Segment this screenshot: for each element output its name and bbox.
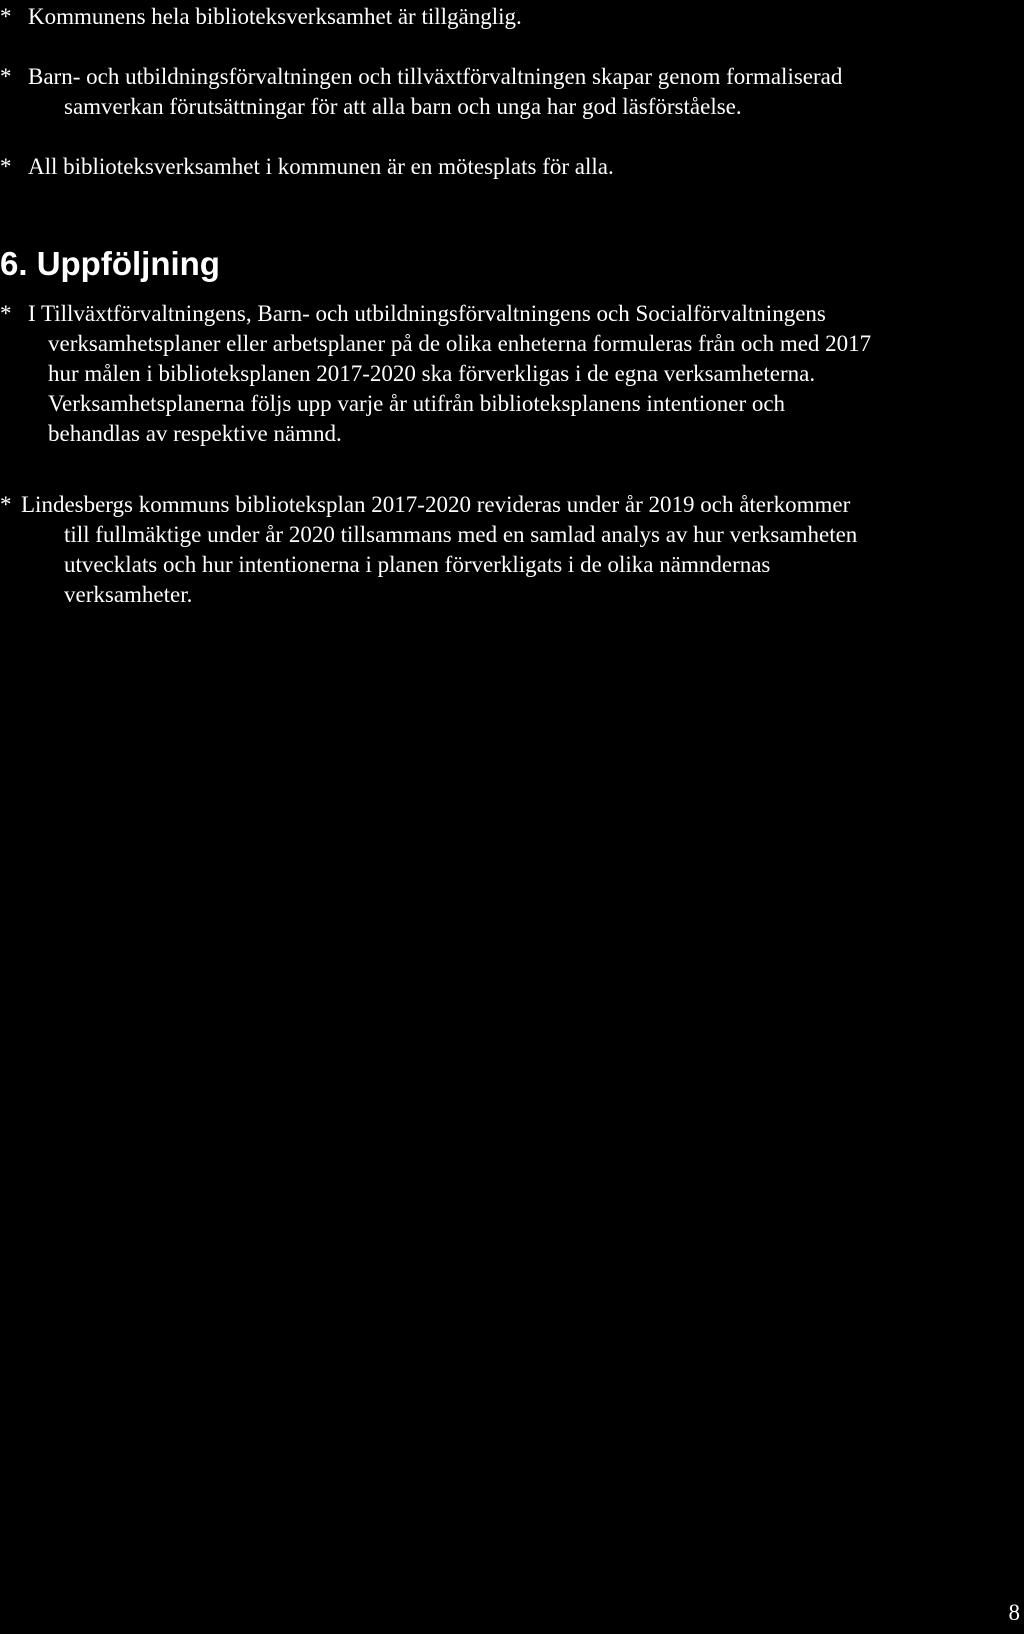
- bullet-marker: *: [0, 492, 12, 517]
- bullet-marker: *: [0, 154, 12, 179]
- page-number: 8: [1008, 1600, 1020, 1625]
- bullet-marker: *: [0, 64, 12, 89]
- bullet-line: Kommunens hela biblioteksverksamhet är tillgänglig.: [28, 4, 522, 29]
- bullet-line: samverkan förutsättningar för att alla barn och unga har god läsförståelse.: [64, 94, 742, 119]
- bullet-item: [0, 62, 842, 122]
- bullet-item: [0, 490, 857, 610]
- bullet-marker: *: [0, 4, 12, 29]
- bullet-line: Barn- och utbildningsförvaltningen och tillväxtförvaltningen skapar genom formaliserad: [28, 64, 843, 89]
- bullet-line: verksamhetsplaner eller arbetsplaner på de olika enheterna formuleras från och med 2017: [48, 331, 872, 356]
- bullet-line: Lindesbergs kommuns biblioteksplan 2017-2020 revideras under år 2019 och återkommer: [21, 492, 851, 517]
- bullet-line: verksamheter.: [64, 582, 193, 607]
- bullet-line: Verksamhetsplanerna följs upp varje år utifrån biblioteksplanens intentioner och: [48, 391, 786, 416]
- bullet-line: till fullmäktige under år 2020 tillsammans med en samlad analys av hur verksamheten: [64, 522, 858, 547]
- bullet-line: hur målen i biblioteksplanen 2017-2020 ska förverkligas i de egna verksamheterna.: [48, 361, 816, 386]
- bullet-item: [0, 152, 614, 182]
- bullet-item: [0, 2, 522, 32]
- section-heading: 6. Uppföljning: [0, 245, 220, 282]
- bullet-line: utvecklats och hur intentionerna i planen förverkligats i de olika nämndernas: [64, 552, 771, 577]
- bullet-line: All biblioteksverksamhet i kommunen är en mötesplats för alla.: [28, 154, 614, 179]
- bullet-marker: *: [0, 301, 12, 326]
- bullet-item: [0, 299, 871, 449]
- bullet-line: I Tillväxtförvaltningens, Barn- och utbildningsförvaltningens och Socialförvaltningens: [28, 301, 826, 326]
- bullet-line: behandlas av respektive nämnd.: [48, 421, 342, 446]
